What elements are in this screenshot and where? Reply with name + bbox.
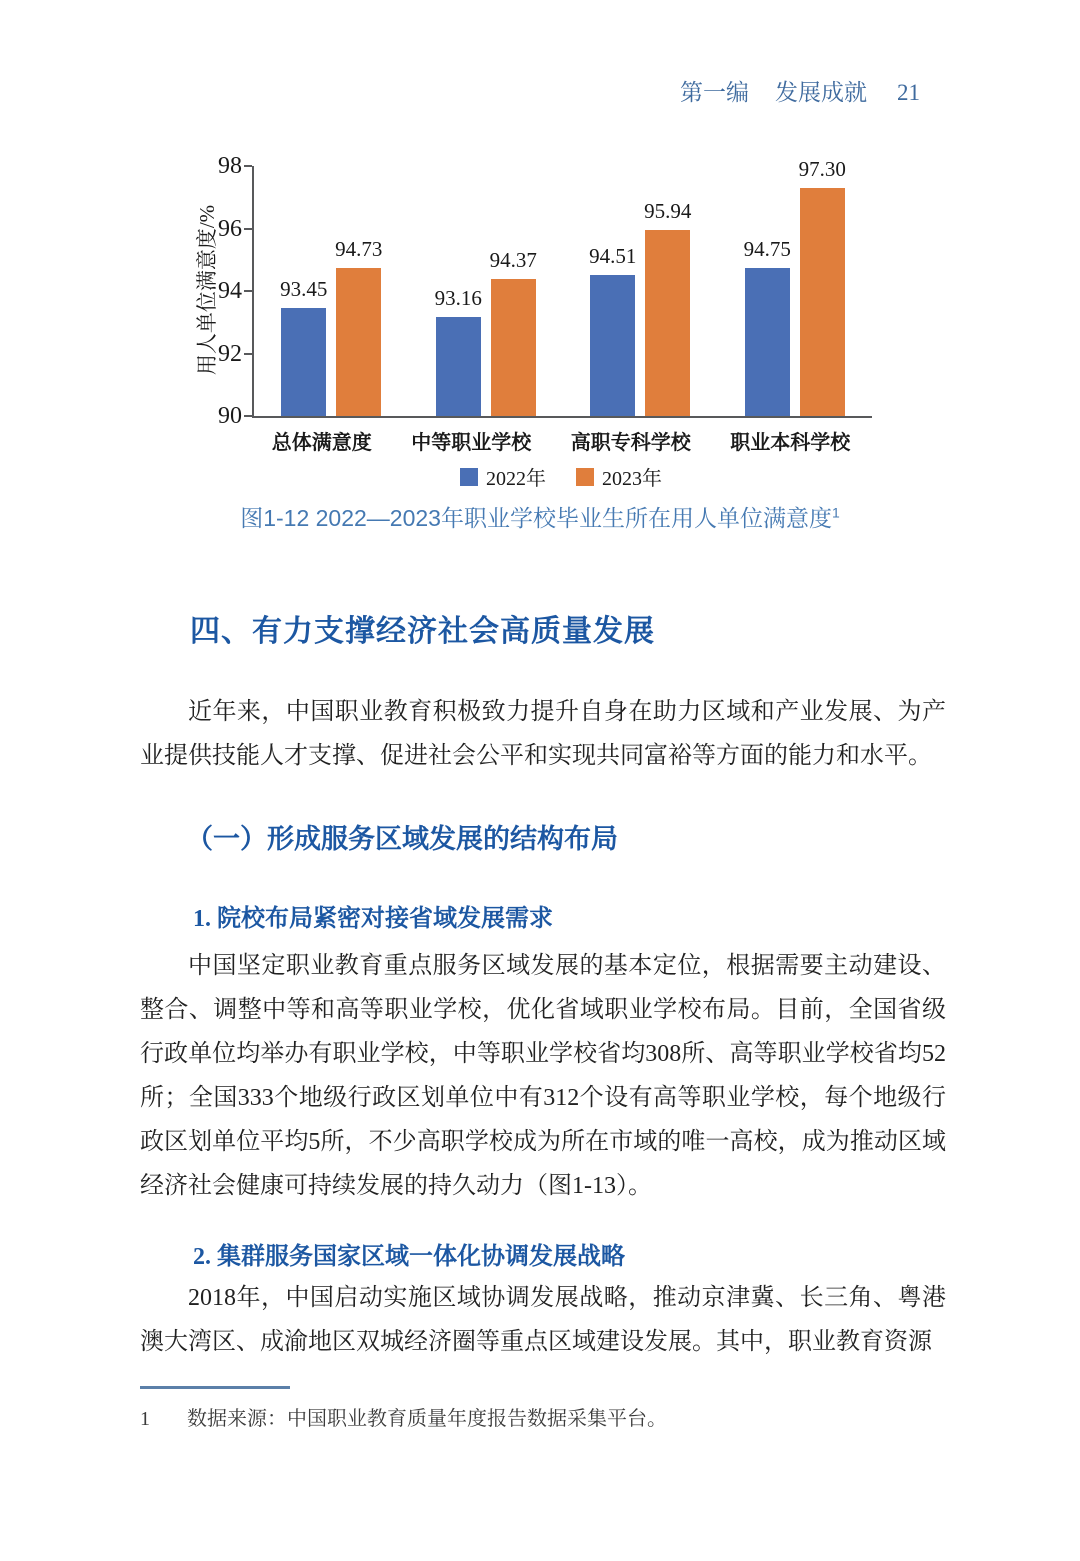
paragraph-cluster: 2018年，中国启动实施区域协调发展战略，推动京津冀、长三角、粤港澳大湾区、成渝地区双城经济圈等重点区域建设发展。其中，职业教育资源 (140, 1285, 946, 1355)
paragraph-layout: 中国坚定职业教育重点服务区域发展的基本定位，根据需要主动建设、整合、调整中等和高等职业学校，优化省域职业学校布局。目前，全国省级行政单位均举办有职业学校，中等职业学校省均308所、高等职业学校省均52所；全国333个地级行政区划单位中有312个设有高等职业学校，每个地级行政区划单位平均5所，不少高职学校成为所在市域的唯一高校，成为推动区域经济社会健康可持续发展的持久动力（图1-13）。 (140, 953, 946, 1199)
y-tick-label: 96 (218, 215, 242, 242)
bar-value-label: 95.94 (644, 199, 692, 224)
bar-series-1 (798, 156, 846, 416)
bar-value-label: 94.73 (335, 237, 383, 262)
bar-series-1 (489, 248, 537, 416)
bar-value-label: 93.16 (434, 286, 482, 311)
subsubsection-heading-1: 1. 院校布局紧密对接省域发展需求 (193, 906, 553, 932)
x-axis-labels (252, 426, 870, 455)
footnote-text: 数据来源：中国职业教育质量年度报告数据采集平台。 (187, 1408, 667, 1430)
header-part-title: 第一编 (680, 80, 749, 105)
y-tick-mark (244, 353, 252, 355)
bar-value-label: 97.30 (798, 156, 846, 181)
bar-value-label: 94.75 (743, 236, 791, 261)
x-category-label: 职业本科学校 (730, 432, 851, 454)
legend-label: 2023年 (602, 468, 662, 490)
bar-value-label: 94.37 (489, 248, 537, 273)
y-tick-mark (244, 415, 252, 417)
y-tick-label: 90 (218, 403, 242, 429)
page-number: 21 (897, 80, 920, 105)
subsubsection-heading-2: 2. 集群服务国家区域一体化协调发展战略 (193, 1244, 625, 1270)
y-tick-mark (244, 228, 252, 230)
bar-group (743, 156, 846, 416)
legend-swatch (576, 468, 594, 486)
chart-legend (252, 462, 870, 491)
bar-series-0 (743, 236, 791, 416)
x-category-label: 总体满意度 (271, 432, 372, 454)
legend-item-1 (576, 462, 662, 491)
subsection-heading: （一）形成服务区域发展的结构布局 (186, 824, 618, 854)
bar-group (280, 237, 383, 416)
bar-series-1 (644, 199, 692, 416)
legend-swatch (460, 468, 478, 486)
figure-caption-footnote-ref: 1 (831, 504, 840, 521)
section-heading: 四、有力支撑经济社会高质量发展 (190, 615, 655, 648)
y-axis-title: 用人单位满意度/% (195, 204, 219, 376)
bar-group (589, 199, 692, 416)
bar-chart (190, 148, 880, 498)
figure-caption-text: 图1-12 2022—2023年职业学校毕业生所在用人单位满意度 (240, 505, 832, 531)
x-category-label: 中等职业学校 (411, 432, 532, 454)
header-section-title: 发展成就 (775, 80, 867, 105)
legend-label: 2022年 (486, 468, 546, 490)
y-tick-label: 92 (218, 340, 242, 367)
bar-group (434, 248, 537, 416)
legend-item-0 (460, 462, 546, 491)
y-tick-label: 98 (218, 153, 242, 179)
bar-value-label: 94.51 (589, 244, 637, 269)
plot-area (252, 156, 872, 418)
bar-value-label: 93.45 (280, 277, 328, 302)
y-tick-mark (244, 165, 252, 167)
footnote (140, 1404, 960, 1434)
page-header (0, 74, 920, 107)
figure-caption (0, 500, 1080, 533)
y-tick-label: 94 (218, 278, 242, 304)
x-category-label: 高职专科学校 (570, 432, 691, 454)
bar-series-0 (280, 277, 328, 416)
footnote-divider (140, 1386, 290, 1389)
footnote-marker: 1 (140, 1408, 150, 1430)
bar-series-0 (589, 244, 637, 416)
bar-series-1 (335, 237, 383, 416)
y-tick-mark (244, 290, 252, 292)
paragraph-intro: 近年来，中国职业教育积极致力提升自身在助力区域和产业发展、为产业提供技能人才支撑、促进社会公平和实现共同富裕等方面的能力和水平。 (140, 699, 946, 769)
bar-series-0 (434, 286, 482, 416)
